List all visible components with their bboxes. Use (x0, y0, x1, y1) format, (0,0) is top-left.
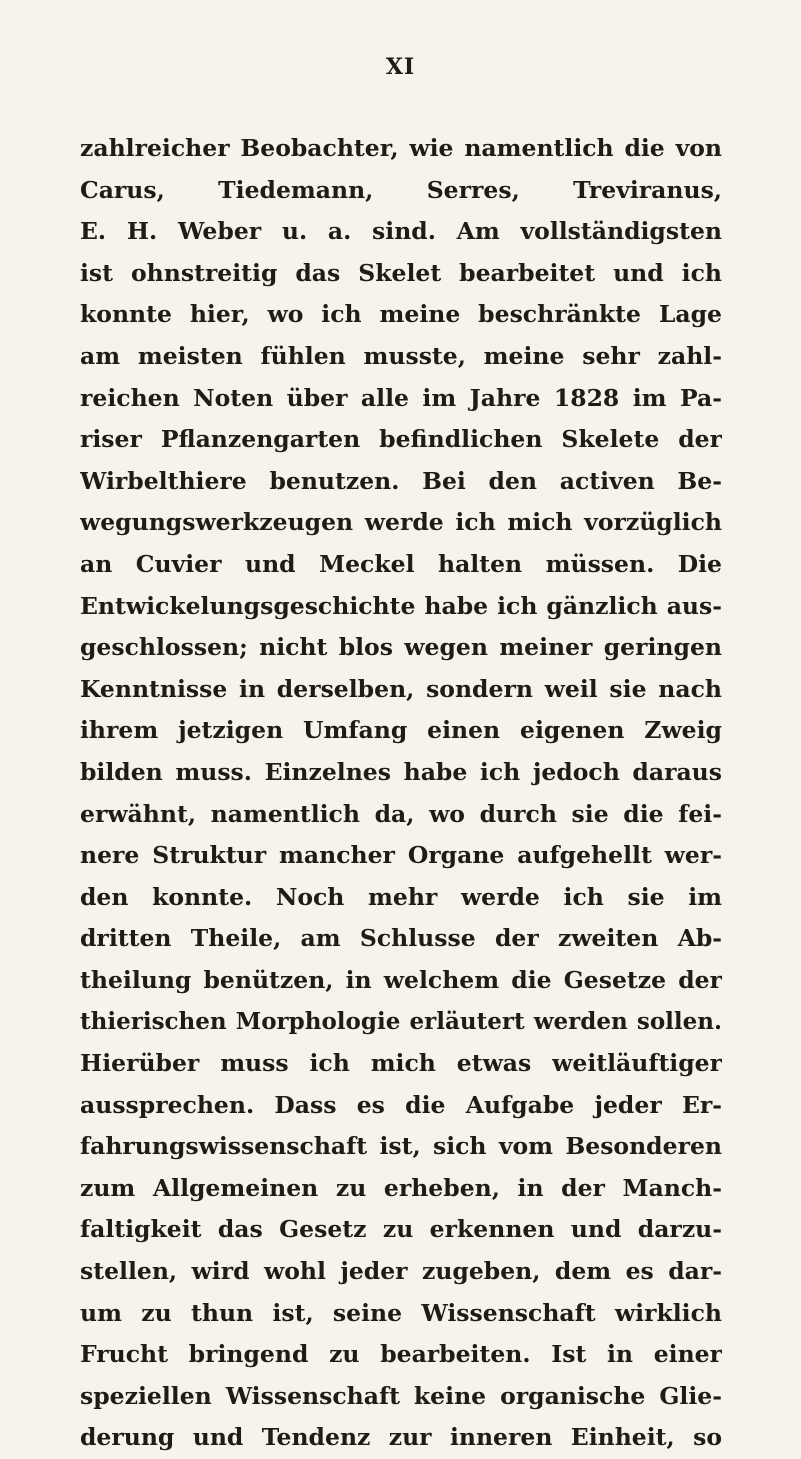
text-line: stellen, wird wohl jeder zugeben, dem es dar- (80, 1257, 722, 1286)
text-line: dritten Theile, am Schlusse der zweiten Ab- (80, 924, 722, 953)
text-line: derung und Tendenz zur inneren Einheit, so (80, 1423, 722, 1452)
text-line: Carus, Tiedemann, Serres, Treviranus, (80, 175, 722, 204)
text-line: den konnte. Noch mehr werde ich sie im (80, 882, 722, 911)
text-line: thierischen Morphologie erläutert werden sollen. (80, 1008, 722, 1036)
text-line: ist ohnstreitig das Skelet bearbeitet und ich (80, 258, 722, 287)
text-line: nere Struktur mancher Organe aufgehellt wer- (80, 841, 722, 870)
text-line: speziellen Wissenschaft keine organische Glie- (80, 1381, 722, 1410)
text-line: zum Allgemeinen zu erheben, in der Manch- (80, 1173, 722, 1202)
text-line: Entwickelungsgeschichte habe ich gänzlich aus- (80, 591, 722, 620)
text-line: aussprechen. Dass es die Aufgabe jeder Er- (80, 1090, 722, 1119)
text-line: um zu thun ist, seine Wissenschaft wirklich (80, 1298, 722, 1327)
text-line: Hierüber muss ich mich etwas weitläuftiger (80, 1049, 722, 1078)
text-line: erwähnt, namentlich da, wo durch sie die fei- (80, 799, 722, 828)
body-text (80, 128, 722, 1459)
text-line: faltigkeit das Gesetz zu erkennen und darzu- (80, 1215, 722, 1244)
text-line: wegungswerkzeugen werde ich mich vorzüglich (80, 508, 722, 537)
text-line: E. H. Weber u. a. sind. Am vollständigsten (80, 217, 722, 246)
text-line: konnte hier, wo ich meine beschränkte Lage (80, 300, 722, 329)
text-line: Frucht bringend zu bearbeiten. Ist in einer (80, 1340, 722, 1369)
text-line: Kenntnisse in derselben, sondern weil sie nach (80, 674, 722, 703)
page-number: XI (385, 54, 416, 80)
text-line: bilden muss. Einzelnes habe ich jedoch daraus (80, 757, 722, 786)
text-line: geschlossen; nicht blos wegen meiner geringen (80, 633, 722, 662)
text-line: theilung benützen, in welchem die Gesetze der (80, 965, 722, 994)
text-line: reichen Noten über alle im Jahre 1828 im Pa- (80, 383, 722, 412)
text-line: an Cuvier und Meckel halten müssen. Die (80, 549, 722, 578)
text-line: am meisten fühlen musste, meine sehr zahl- (80, 341, 722, 370)
text-line: ihrem jetzigen Umfang einen eigenen Zweig (80, 716, 722, 745)
text-line: riser Pflanzengarten befindlichen Skelete der (80, 425, 722, 454)
text-line: Wirbelthiere benutzen. Bei den activen Be- (80, 466, 722, 495)
text-line: zahlreicher Beobachter, wie namentlich die von (80, 134, 722, 162)
text-line: fahrungswissenschaft ist, sich vom Besonderen (80, 1132, 722, 1161)
